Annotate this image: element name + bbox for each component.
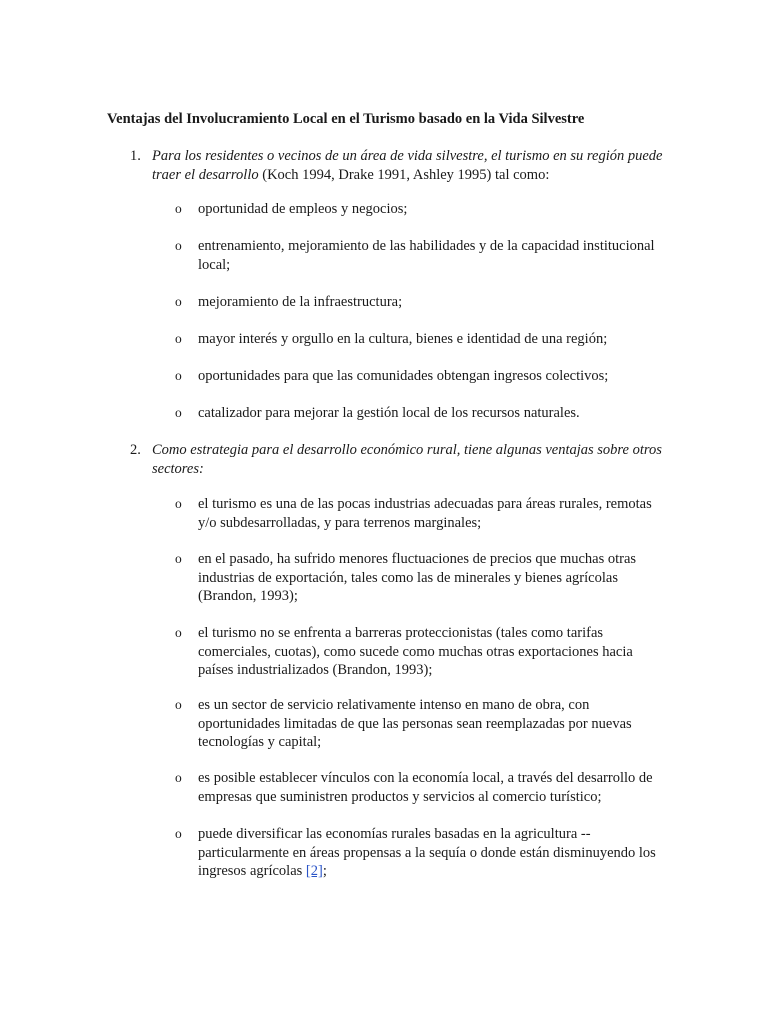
bullet-marker: o: [175, 496, 182, 511]
section-lead: [152, 147, 672, 184]
lead-plain: (Koch 1994, Drake 1991, Ashley 1995) tal como:: [258, 166, 550, 183]
list-item-text: catalizador para mejorar la gestión local de los recursos naturales.: [198, 405, 580, 421]
list-item-text: es un sector de servicio relativamente intenso en mano de obra, con oportunidades limitadas de que las personas sean reemplazadas por nuevas tecnologías y capital;: [198, 697, 632, 750]
bullet-marker: o: [175, 368, 182, 383]
list-item-text: entrenamiento, mejoramiento de las habilidades y de la capacidad institucional local;: [198, 238, 655, 273]
list-item-text: es posible establecer vínculos con la economía local, a través del desarrollo de empresas que suministren productos y servicios al comercio turístico;: [198, 770, 653, 805]
bullet-marker: o: [175, 201, 182, 216]
list-item-text: el turismo es una de las pocas industrias adecuadas para áreas rurales, remotas y/o subdesarrolladas, y para terrenos marginales;: [198, 496, 652, 531]
list-item-text: oportunidades para que las comunidades obtengan ingresos colectivos;: [198, 368, 609, 384]
list-item-text: el turismo no se enfrenta a barreras proteccionistas (tales como tarifas comerciales, cuotas), como sucede como muchas otras exportaciones hacia países industrializados (Brandon, 1993);: [198, 625, 633, 678]
list-item-text: oportunidad de empleos y negocios;: [198, 201, 408, 217]
list-item-tail: ;: [322, 863, 327, 879]
lead-italic: Como estrategia para el desarrollo económico rural, tiene algunas ventajas sobre otros sectores:: [152, 442, 662, 477]
section-lead: [152, 441, 672, 478]
list-item-text: mejoramiento de la infraestructura;: [198, 294, 403, 310]
footnote-link[interactable]: [2]: [305, 863, 323, 879]
bullet-marker: o: [175, 294, 182, 309]
bullet-marker: o: [175, 551, 182, 566]
list-item-text: en el pasado, ha sufrido menores fluctuaciones de precios que muchas otras industrias de exportación, tales como las de minerales y bienes agrícolas (Brandon, 1993);: [198, 551, 637, 604]
lead-italic: Para los residentes o vecinos de un área de vida silvestre, el turismo en su región puede traer el desarrollo: [152, 148, 663, 183]
bullet-marker: o: [175, 770, 182, 785]
bullet-marker: o: [175, 826, 182, 841]
bullet-marker: o: [175, 405, 182, 420]
bullet-marker: o: [175, 238, 182, 253]
bullet-marker: o: [175, 697, 182, 712]
document-title: Ventajas del Involucramiento Local en el Turismo basado en la Vida Silvestre: [107, 111, 585, 127]
section-number: 2.: [130, 442, 141, 458]
list-item-text: mayor interés y orgullo en la cultura, bienes e identidad de una región;: [198, 331, 608, 347]
list-item-text: [198, 825, 668, 881]
bullet-marker: o: [175, 625, 182, 640]
section-number: 1.: [130, 148, 141, 164]
bullet-marker: o: [175, 331, 182, 346]
list-item-body: puede diversificar las economías rurales basadas en la agricultura -- particularmente en áreas propensas a la sequía o donde están disminuyendo los ingresos agrícolas: [198, 826, 656, 879]
